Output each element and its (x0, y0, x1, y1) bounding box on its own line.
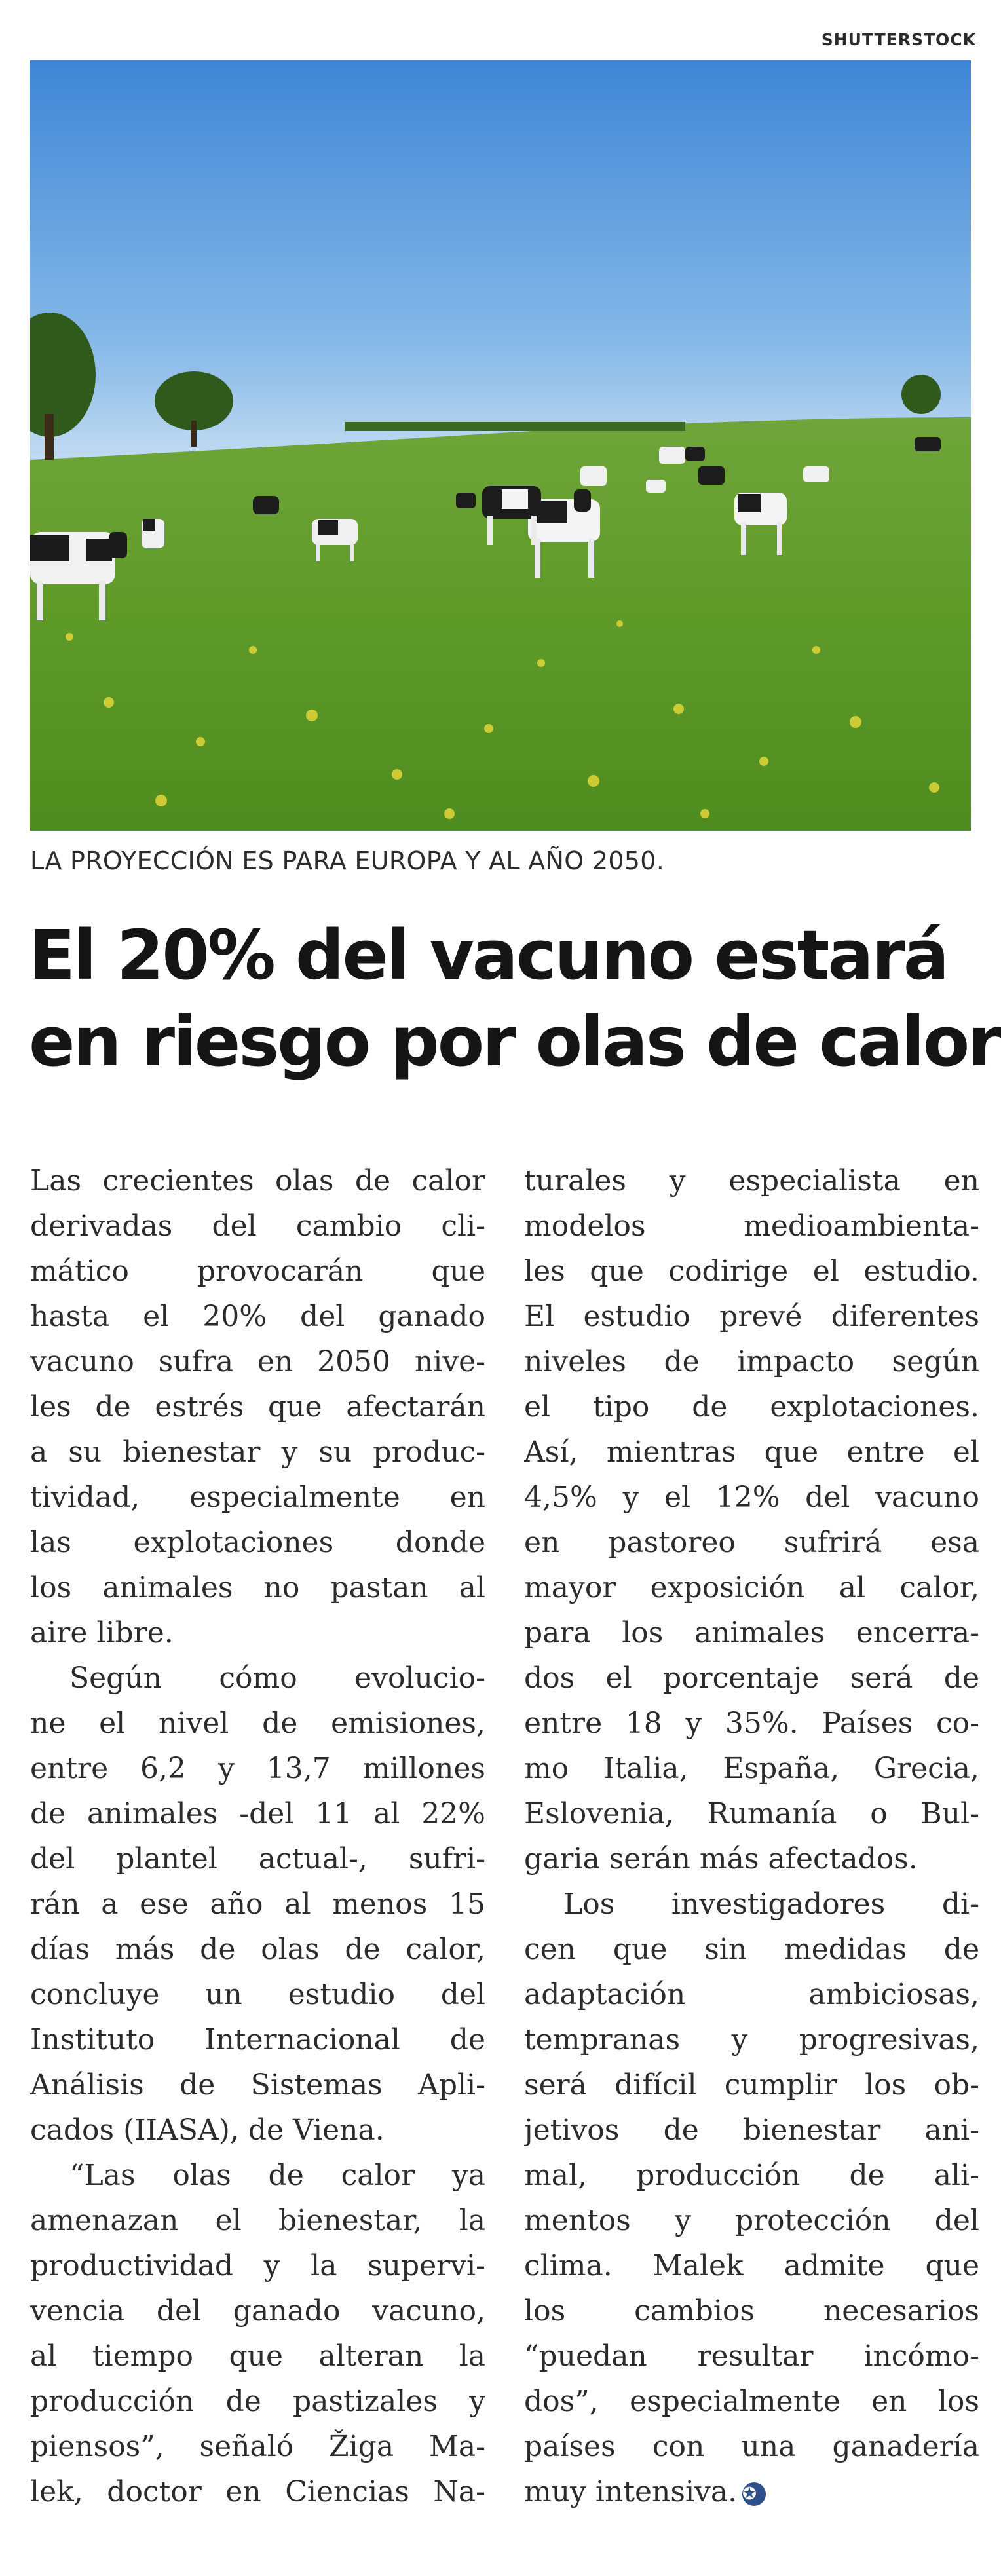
text-line: amenazan el bienestar, la (30, 2204, 485, 2237)
text-line: garia serán más afectados. (524, 1842, 918, 1876)
text-line: mo Italia, España, Grecia, (524, 1752, 979, 1785)
text-line: al tiempo que alteran la (30, 2339, 485, 2373)
text-line: jetivos de bienestar ani- (524, 2113, 979, 2147)
headline-line-1: El 20% del vacuno estará (29, 915, 948, 995)
text-line: tividad, especialmente en (30, 1481, 485, 1514)
text-line: Así, mientras que entre el (524, 1435, 979, 1469)
text-line: productividad y la supervi- (30, 2249, 485, 2282)
text-line: de animales -del 11 al 22% (30, 1797, 485, 1830)
text-line: aire libre. (30, 1616, 174, 1650)
text-line: niveles de impacto según (524, 1345, 979, 1378)
text-line: dos”, especialmente en los (524, 2385, 979, 2418)
text-line: turales y especialista en (524, 1164, 979, 1198)
text-line: entre 6,2 y 13,7 millones (30, 1752, 485, 1785)
photo-caption: LA PROYECCIÓN ES PARA EUROPA Y AL AÑO 2050. (30, 846, 665, 875)
cows-pasture-photo (30, 60, 971, 831)
text-line: adaptación ambiciosas, (524, 1978, 979, 2011)
text-line: del plantel actual-, sufri- (30, 1842, 485, 1876)
text-line: países con una ganadería (524, 2430, 979, 2463)
photo-credit: SHUTTERSTOCK (821, 30, 976, 49)
photo-illustration (30, 60, 971, 831)
text-line: piensos”, señaló Žiga Ma- (30, 2430, 485, 2463)
text-line: el tipo de explotaciones. (524, 1390, 979, 1424)
text-line: Eslovenia, Rumanía o Bul- (524, 1797, 979, 1830)
text-line: 4,5% y el 12% del vacuno (524, 1481, 979, 1514)
text-line: El estudio prevé diferentes (524, 1300, 979, 1333)
headline-line-2: en riesgo por olas de calor (29, 1002, 1000, 1082)
text-line: modelos medioambienta- (524, 1209, 979, 1243)
text-line: en pastoreo sufrirá esa (524, 1526, 979, 1559)
text-line: será difícil cumplir los ob- (524, 2068, 979, 2102)
text-line: muy intensiva. ✪ (524, 2469, 979, 2514)
text-line: mático provocarán que (30, 1255, 485, 1288)
text-line: vacuno sufra en 2050 nive- (30, 1345, 485, 1378)
text-line: para los animales encerra- (524, 1616, 979, 1650)
text-line: Instituto Internacional de (30, 2023, 485, 2056)
article-column-right (524, 1158, 979, 2514)
text-line: cados (IIASA), de Viena. (30, 2113, 385, 2147)
text-line: los cambios necesarios (524, 2294, 979, 2328)
text-line: mal, producción de ali- (524, 2159, 979, 2192)
text-line: los animales no pastan al (30, 1571, 485, 1604)
text-line: mayor exposición al calor, (524, 1571, 979, 1604)
article-column-left (30, 1158, 485, 2514)
text-line: concluye un estudio del (30, 1978, 485, 2011)
text-line: hasta el 20% del ganado (30, 1300, 485, 1333)
text-line: les que codirige el estudio. (524, 1255, 979, 1288)
text-line: lek, doctor en Ciencias Na- (30, 2475, 485, 2509)
text-line: Las crecientes olas de calor (30, 1164, 485, 1198)
text-line: entre 18 y 35%. Países co- (524, 1707, 979, 1740)
text-line: Los investigadores di- (563, 1887, 979, 1921)
text-line: las explotaciones donde (30, 1526, 485, 1559)
text-line: “Las olas de calor ya (69, 2159, 485, 2192)
text-line: clima. Malek admite que (524, 2249, 979, 2282)
text-line: días más de olas de calor, (30, 1933, 485, 1966)
text-line: Según cómo evolucio- (69, 1661, 485, 1695)
headline (29, 912, 1000, 1085)
text-line: producción de pastizales y (30, 2385, 485, 2418)
text-line: a su bienestar y su produc- (30, 1435, 485, 1469)
end-of-article-icon: ✪ (742, 2482, 766, 2506)
text-line: tempranas y progresivas, (524, 2023, 979, 2056)
text-line: mentos y protección del (524, 2204, 979, 2237)
text-line: derivadas del cambio cli- (30, 1209, 485, 1243)
text-line: rán a ese año al menos 15 (30, 1887, 485, 1921)
text-line: cen que sin medidas de (524, 1933, 979, 1966)
text-line: “puedan resultar incómo- (524, 2339, 979, 2373)
text-line: les de estrés que afectarán (30, 1390, 485, 1424)
text-line: dos el porcentaje será de (524, 1661, 979, 1695)
text-line: ne el nivel de emisiones, (30, 1707, 485, 1740)
text-line: Análisis de Sistemas Apli- (30, 2068, 485, 2102)
text-line: vencia del ganado vacuno, (30, 2294, 485, 2328)
